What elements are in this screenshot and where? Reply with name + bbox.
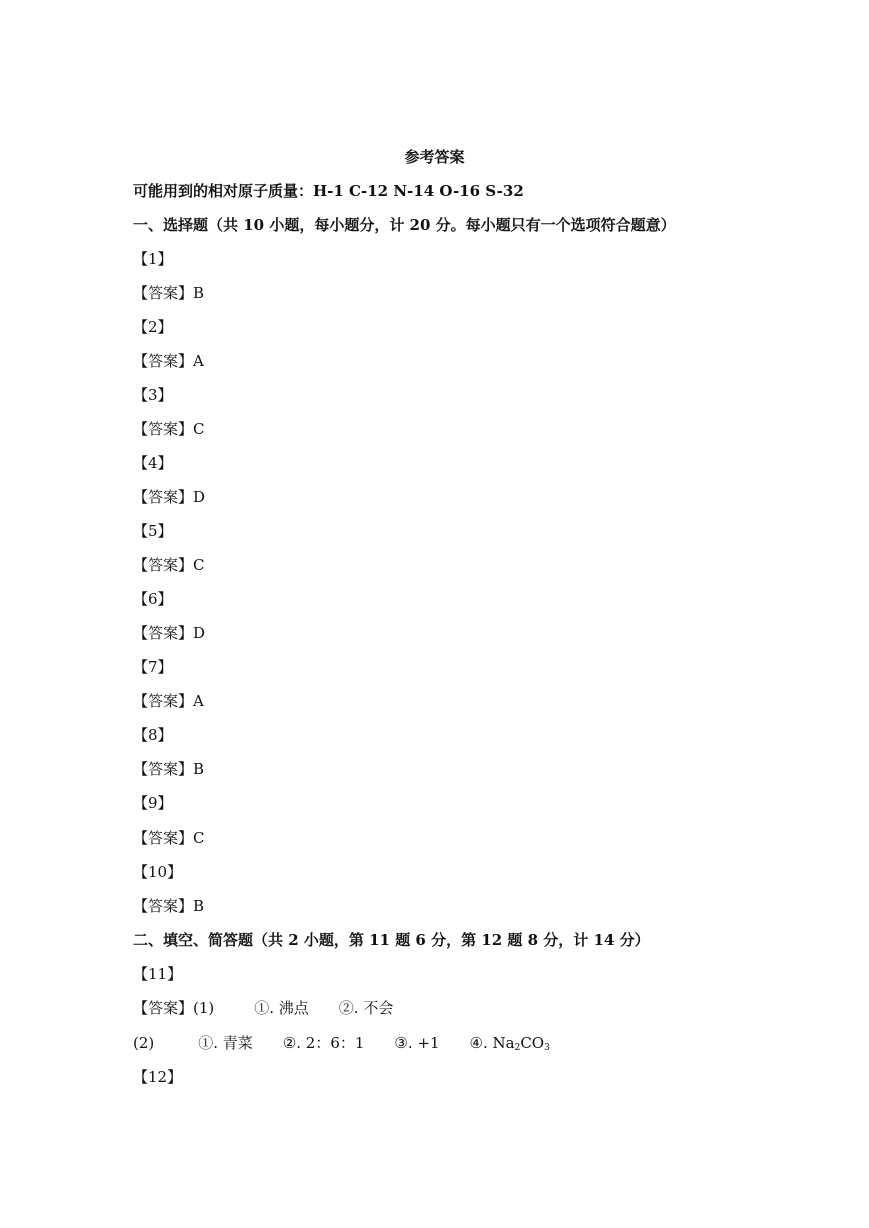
q11-label: 【11】 <box>133 965 183 983</box>
q8-label: 【8】 <box>133 726 173 744</box>
q11-p2-prefix: (2) <box>133 1034 155 1052</box>
q11-answer-part1 <box>133 998 393 1018</box>
q4-label: 【4】 <box>133 454 173 472</box>
q10-answer: 【答案】B <box>133 897 205 915</box>
q8-answer: 【答案】B <box>133 760 205 778</box>
q1-answer: 【答案】B <box>133 284 205 302</box>
q3-label: 【3】 <box>133 386 173 404</box>
q11-p2-a: ①. 青菜 <box>198 1034 253 1052</box>
section1-heading: 一、选择题（共 10 小题，每小题分，计 20 分。每小题只有一个选项符合题意） <box>133 216 676 234</box>
q2-answer: 【答案】A <box>133 352 204 370</box>
q3-answer: 【答案】C <box>133 420 205 438</box>
q2-label: 【2】 <box>133 318 173 336</box>
q11-p1-b: ②. 不会 <box>338 999 394 1017</box>
q4-answer: 【答案】D <box>133 488 206 506</box>
q11-answer-part2 <box>133 1033 550 1058</box>
q12-label: 【12】 <box>133 1068 183 1086</box>
atomic-masses-line: 可能用到的相对原子质量：H-1 C-12 N-14 O-16 S-32 <box>133 182 524 200</box>
q11-p1-a: ①. 沸点 <box>254 999 309 1017</box>
section2-heading: 二、填空、简答题（共 2 小题，第 11 题 6 分，第 12 题 8 分，计 14 分） <box>133 931 650 949</box>
q9-label: 【9】 <box>133 794 173 812</box>
page-title: 参考答案 <box>404 148 465 166</box>
q6-label: 【6】 <box>133 590 173 608</box>
q11-answer-prefix: 【答案】(1) <box>133 999 215 1017</box>
q5-label: 【5】 <box>133 522 173 540</box>
q11-p2-b: ②. 2：6：1 <box>282 1034 365 1052</box>
q11-p2-d: ④. $Na_2CO_3$ <box>469 1034 550 1053</box>
q7-label: 【7】 <box>133 658 173 676</box>
q6-answer: 【答案】D <box>133 624 206 642</box>
q7-answer: 【答案】A <box>133 692 204 710</box>
q1-label: 【1】 <box>133 250 173 268</box>
q10-label: 【10】 <box>133 863 183 881</box>
q11-p2-c: ③. +1 <box>394 1034 440 1052</box>
q5-answer: 【答案】C <box>133 556 205 574</box>
q9-answer: 【答案】C <box>133 829 205 847</box>
